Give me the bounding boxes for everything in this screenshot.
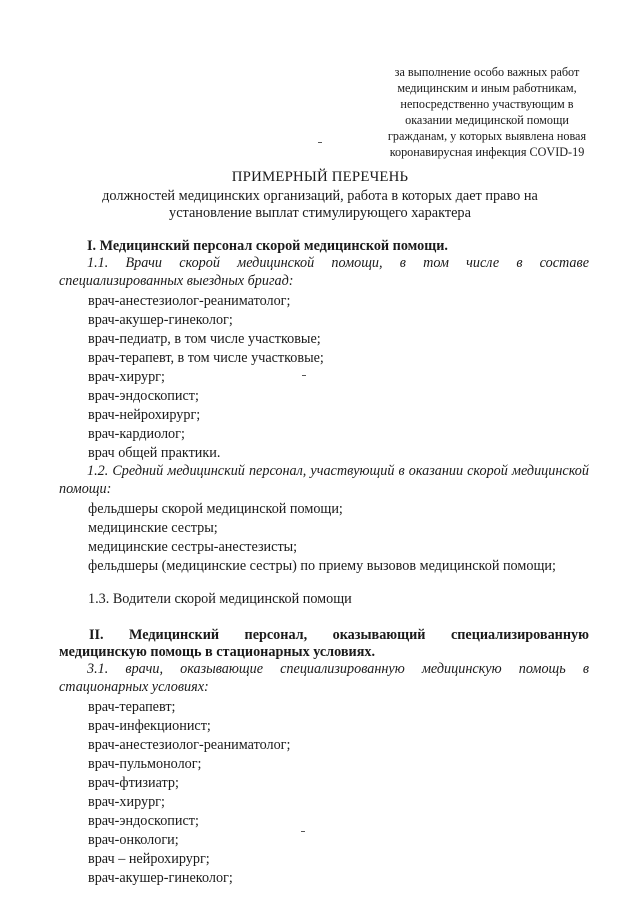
list-item: врач-хирург; xyxy=(88,794,165,810)
list-item: врач – нейрохирург; xyxy=(88,851,210,867)
list-item: врач-педиатр, в том числе участковые; xyxy=(88,331,321,347)
document-title xyxy=(0,169,640,222)
list-item: врач-анестезиолог-реаниматолог; xyxy=(88,293,291,309)
heading-word: Медицинский xyxy=(129,627,220,643)
list-item: врач-фтизиатр; xyxy=(88,775,179,791)
subsection-text xyxy=(59,255,589,290)
heading-word: оказывающий xyxy=(332,627,426,643)
subsection-text xyxy=(59,661,589,696)
subsection-1-1: 1.1. Врачи скорой медицинской помощи, в том числе в составе специализированных выездных бригад: xyxy=(59,255,589,289)
header-note-line: гражданам, у которых выявлена новая xyxy=(387,129,587,143)
scan-speck xyxy=(318,142,322,143)
heading-line: медицинскую помощь в стационарных условиях. xyxy=(59,644,376,660)
list-item: врач-эндоскопист; xyxy=(88,813,199,829)
list-item: врач-эндоскопист; xyxy=(88,388,199,404)
list-item: врач-нейрохирург; xyxy=(88,407,201,423)
list-item: врач-акушер-гинеколог; xyxy=(88,870,233,886)
list-item: врач-кардиолог; xyxy=(88,426,185,442)
scan-speck xyxy=(301,831,305,832)
document-body xyxy=(59,238,589,888)
list-item: врач-хирург; xyxy=(88,369,165,385)
list-item: врач-анестезиолог-реаниматолог; xyxy=(88,737,291,753)
subsection-1-3: 1.3. Водители скорой медицинской помощи xyxy=(88,591,352,607)
list-item: фельдшеры скорой медицинской помощи; xyxy=(88,501,343,517)
list-item: врач-онкологи; xyxy=(88,832,179,848)
title-line: установление выплат стимулирующего характера xyxy=(169,205,471,221)
header-note-line: непосредственно участвующим в xyxy=(400,97,574,111)
scan-speck xyxy=(302,375,306,376)
title-main: ПРИМЕРНЫЙ ПЕРЕЧЕНЬ xyxy=(231,169,409,185)
section-heading: I. Медицинский персонал скорой медицинской помощи. xyxy=(87,238,448,254)
header-note-line: за выполнение особо важных работ xyxy=(394,65,580,79)
heading-word: персонал, xyxy=(244,627,308,643)
heading-word: II. xyxy=(89,627,104,643)
heading-word: специализированную xyxy=(450,627,589,643)
list-item: врач-пульмонолог; xyxy=(88,756,202,772)
list-item: врач-инфекционист; xyxy=(88,718,211,734)
header-note xyxy=(352,64,622,160)
header-note-line: коронавирусная инфекция COVID-19 xyxy=(389,145,585,159)
list-item: врач-акушер-гинеколог; xyxy=(88,312,233,328)
title-line: должностей медицинских организаций, работа в которых дает право на xyxy=(102,188,538,204)
list-item: врач общей практики. xyxy=(88,445,221,461)
list-item: медицинские сестры-анестезисты; xyxy=(88,539,298,555)
section-heading-2 xyxy=(59,627,589,661)
header-note-line: оказании медицинской помощи xyxy=(405,113,569,127)
subsection-3-1: 3.1. врачи, оказывающие специализированную медицинскую помощь в стационарных условиях: xyxy=(59,661,589,695)
list-item: медицинские сестры; xyxy=(88,520,218,536)
header-note-line: медицинским и иным работникам, xyxy=(397,81,577,95)
subsection-text xyxy=(59,463,589,498)
list-item: врач-терапевт; xyxy=(88,699,176,715)
subsection-1-2: 1.2. Средний медицинский персонал, участвующий в оказании скорой медицинской помощи: xyxy=(59,463,589,497)
list-item: фельдшеры (медицинские сестры) по приему вызовов медицинской помощи; xyxy=(88,558,556,574)
list-item: врач-терапевт, в том числе участковые; xyxy=(88,350,324,366)
